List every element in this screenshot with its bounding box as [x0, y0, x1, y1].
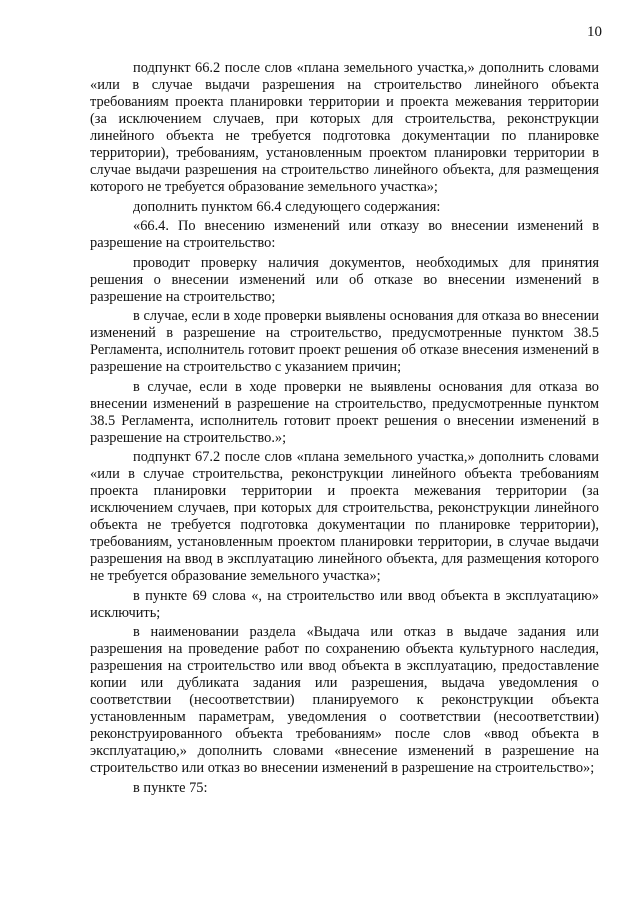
page-number: 10: [587, 24, 602, 40]
paragraph: в случае, если в ходе проверки не выявлены основания для отказа во внесении изменений в разрешение на строительство, предусмотренные пунктом 38.5 Регламента, исполнитель готовит проект решения о внесении изменений в разрешение на строительство.»;: [90, 378, 599, 446]
paragraph: дополнить пунктом 66.4 следующего содержания:: [133, 198, 441, 215]
paragraph: проводит проверку наличия документов, необходимых для принятия решения о внесении изменений или об отказе во внесении изменений в разрешение на строительство;: [90, 254, 599, 305]
paragraph: «66.4. По внесению изменений или отказу во внесении изменений в разрешение на строительство:: [90, 218, 599, 251]
paragraph: подпункт 66.2 после слов «плана земельного участка,» дополнить словами «или в случае выдачи разрешения на строительство линейного объекта требованиям проекта планировки территории и проекта межевания территории (за исключением случаев, при которых для строительства, реконструкции линейного объекта не требуется подготовка документации по планировке территории), требованиям, установленным проектом планировки территории в случае выдачи разрешения на строительство линейного объекта, для размещения которого не требуется образование земельного участка»;: [90, 60, 599, 195]
paragraph: в пункте 75:: [133, 779, 208, 796]
paragraph: в случае, если в ходе проверки выявлены основания для отказа во внесении изменений в разрешение на строительство, предусмотренные пунктом 38.5 Регламента, исполнитель готовит проект решения об отказе внесения изменений в разрешение на строительство с указанием причин;: [90, 308, 599, 375]
paragraph: подпункт 67.2 после слов «плана земельного участка,» дополнить словами «или в случае строительства, реконструкции линейного объекта требованиям проекта планировки территории и проекта межевания территории (за исключением случаев, при которых для строительства, реконструкции линейного объекта не требуется подготовка документации по планировке территории), требованиям, установленным проектом планировки территории, в случае выдачи разрешения на ввод в эксплуатацию линейного объекта, для размещения которого не требуется образование земельного участка»;: [90, 449, 599, 584]
paragraph: в наименовании раздела «Выдача или отказ в выдаче задания или разрешения на проведение работ по сохранению объекта культурного наследия, разрешения на строительство или ввод объекта в эксплуатацию, предоставление копии или дубликата задания или разрешения, выдача уведомления о соответствии (несоответствии) планируемого к реконструкции объекта установленным параметрам, уведомления о соответствии (несоответствии) реконструированного объекта требованиям» после слов «ввод объекта в эксплуатацию,» дополнить словами «внесение изменений в разрешение на строительство или отказ во внесении изменений в разрешение на строительство»;: [90, 624, 599, 776]
paragraph: в пункте 69 слова «, на строительство или ввод объекта в эксплуатацию» исключить;: [90, 587, 599, 621]
document-body: [90, 60, 599, 799]
